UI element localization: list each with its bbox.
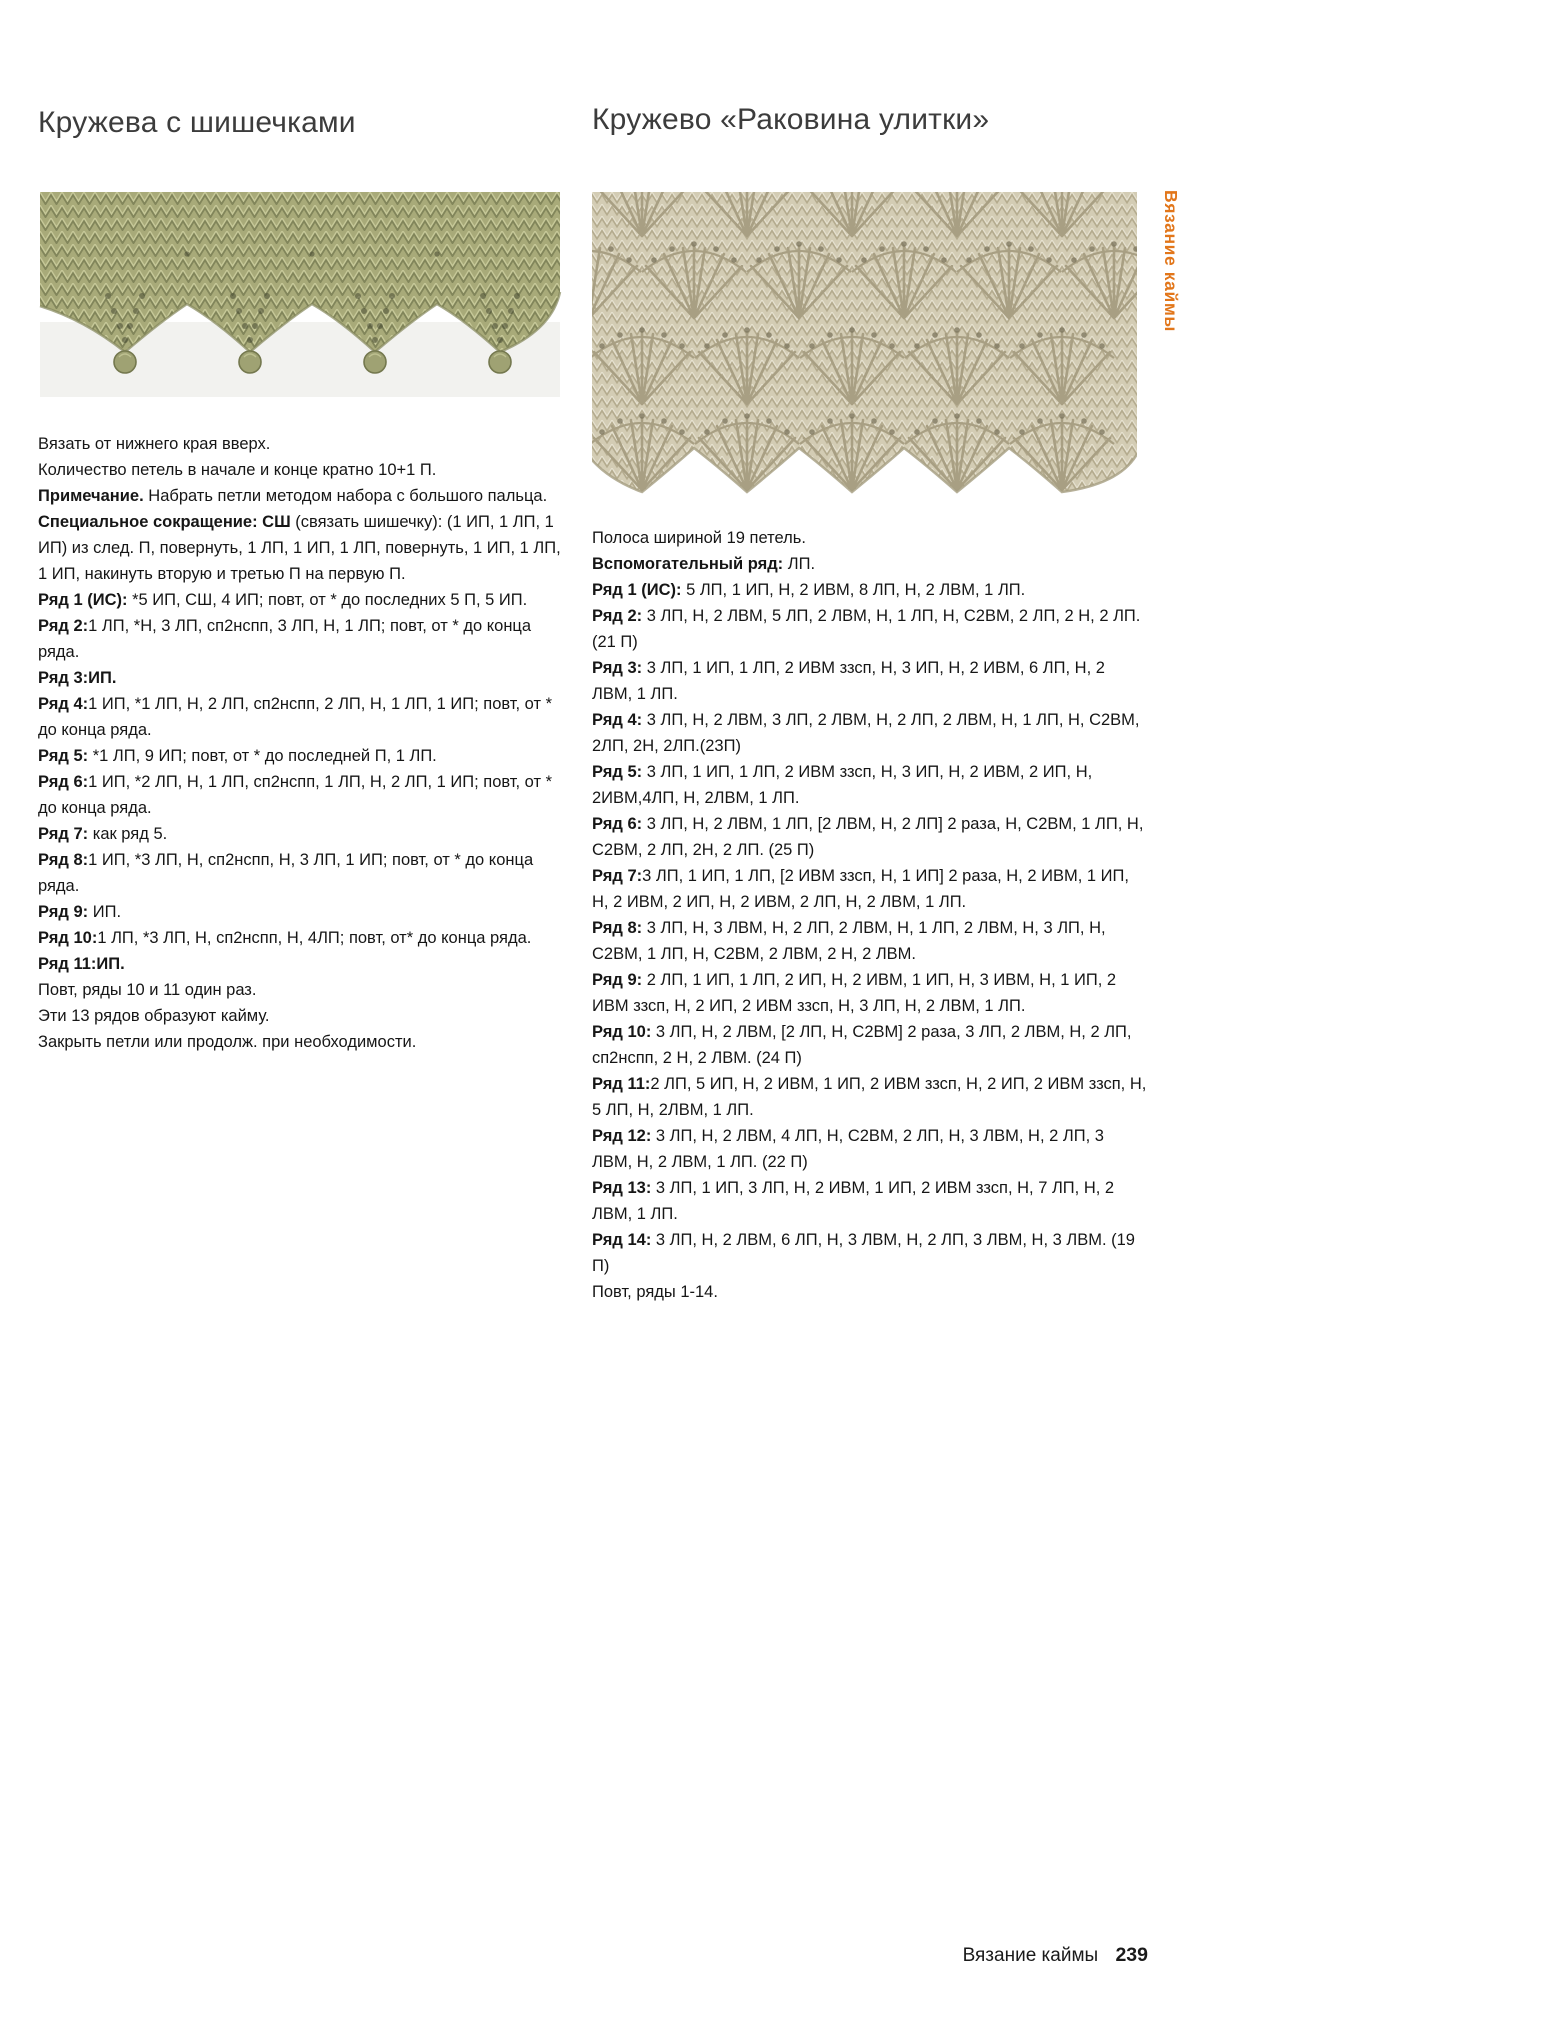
instruction-line: Ряд 1 (ИС): 5 ЛП, 1 ИП, Н, 2 ИВМ, 8 ЛП, Н, 2 ЛВМ, 1 ЛП. [592,581,1026,599]
instruction-line: Повт, ряды 1-14. [592,1283,718,1301]
right-pattern-title: Кружево «Раковина улитки» [592,103,990,136]
instruction-line-label: Ряд 14: [592,1231,652,1249]
instruction-line-label: Ряд 6: [38,773,89,791]
instruction-line: Ряд 5: 3 ЛП, 1 ИП, 1 ЛП, 2 ИВМ ззсп, Н, 3 ИП, Н, 2 ИВМ, 2 ИП, Н, 2ИВМ,4ЛП, Н, 2ЛВМ, 1 ЛП. [592,763,1093,807]
instruction-line-label: Ряд 4: [38,695,89,713]
instruction-line-label: Примечание. [38,487,144,505]
instruction-line: Эти 13 рядов образуют кайму. [38,1007,270,1025]
left-column [38,0,562,1055]
right-column [592,0,1148,1305]
instruction-line-label: Ряд 7: [592,867,643,885]
page-footer [592,1944,1148,1967]
instruction-line-label: Ряд 9: [592,971,643,989]
instruction-line-label: Ряд 1 (ИС): [592,581,682,599]
instruction-line: Примечание. Набрать петли методом набора с большого пальца. [38,487,548,505]
footer-section-label: Вязание каймы [962,1945,1099,1966]
instruction-line: Ряд 4:1 ИП, *1 ЛП, Н, 2 ЛП, сп2нспп, 2 ЛП, Н, 1 ЛП, 1 ИП; повт, от * до конца ряда. [38,695,553,739]
instruction-line-label: Ряд 8: [38,851,89,869]
instruction-line-label: Ряд 3:ИП. [38,669,117,687]
instruction-line-label: Ряд 5: [592,763,643,781]
instruction-line: Ряд 7:3 ЛП, 1 ИП, 1 ЛП, [2 ИВМ ззсп, Н, 1 ИП] 2 раза, Н, 2 ИВМ, 1 ИП, Н, 2 ИВМ, 2 ИП, Н, 2 ИВМ, 2 ЛП, Н, 2 ЛВМ, 1 ЛП. [592,867,1129,911]
instruction-line-label: Ряд 2: [38,617,89,635]
snail-shell-lace-swatch-image [592,192,1137,507]
instruction-line: Ряд 3: 3 ЛП, 1 ИП, 1 ЛП, 2 ИВМ ззсп, Н, 3 ИП, Н, 2 ИВМ, 6 ЛП, Н, 2 ЛВМ, 1 ЛП. [592,659,1105,703]
instruction-line: Ряд 1 (ИС): *5 ИП, СШ, 4 ИП; повт, от * до последних 5 П, 5 ИП. [38,591,528,609]
instruction-line-label: Ряд 13: [592,1179,652,1197]
left-pattern-title: Кружева с шишечками [38,106,356,139]
instruction-line: Ряд 12: 3 ЛП, Н, 2 ЛВМ, 4 ЛП, Н, С2ВМ, 2 ЛП, Н, 3 ЛВМ, Н, 2 ЛП, 3 ЛВМ, Н, 2 ЛВМ, 1 ЛП. (22 П) [592,1127,1104,1171]
instruction-line [38,665,562,691]
instruction-line [38,951,562,977]
instruction-line-label: Ряд 5: [38,747,89,765]
instruction-line: Ряд 10: 3 ЛП, Н, 2 ЛВМ, [2 ЛП, Н, С2ВМ] 2 раза, 3 ЛП, 2 ЛВМ, Н, 2 ЛП, сп2нспп, 2 Н, 2 ЛВМ. (24 П) [592,1023,1132,1067]
instruction-line-label: Ряд 12: [592,1127,652,1145]
instruction-line: Ряд 4: 3 ЛП, Н, 2 ЛВМ, 3 ЛП, 2 ЛВМ, Н, 2 ЛП, 2 ЛВМ, Н, 1 ЛП, Н, С2ВМ, 2ЛП, 2Н, 2ЛП.(23П) [592,711,1140,755]
instruction-line: Ряд 9: 2 ЛП, 1 ИП, 1 ЛП, 2 ИП, Н, 2 ИВМ, 1 ИП, Н, 3 ИВМ, Н, 1 ИП, 2 ИВМ ззсп, Н, 2 ИП, 2 ИВМ ззсп, Н, 3 ЛП, Н, 2 ЛВМ, 1 ЛП. [592,971,1117,1015]
instruction-line-label: Ряд 8: [592,919,643,937]
instruction-line-label: Ряд 11:ИП. [38,955,125,973]
instruction-line-label: Ряд 1 (ИС): [38,591,128,609]
instruction-line: Закрыть петли или продолж. при необходимости. [38,1033,417,1051]
instruction-line: Ряд 8:1 ИП, *3 ЛП, Н, сп2нспп, Н, 3 ЛП, 1 ИП; повт, от * до конца ряда. [38,851,534,895]
instruction-line: Количество петель в начале и конце кратно 10+1 П. [38,461,437,479]
instruction-line: Ряд 5: *1 ЛП, 9 ИП; повт, от * до последней П, 1 ЛП. [38,747,437,765]
right-swatch-photo [592,192,1148,507]
instruction-line-label: Вспомогательный ряд: [592,555,784,573]
instruction-line-label: Ряд 2: [592,607,643,625]
instruction-line: Ряд 8: 3 ЛП, Н, 3 ЛВМ, Н, 2 ЛП, 2 ЛВМ, Н, 1 ЛП, 2 ЛВМ, Н, 3 ЛП, Н, С2ВМ, 1 ЛП, Н, С2ВМ, 2 ЛВМ, 2 Н, 2 ЛВМ. [592,919,1106,963]
instruction-line: Ряд 10:1 ЛП, *3 ЛП, Н, сп2нспп, Н, 4ЛП; повт, от* до конца ряда. [38,929,532,947]
instruction-line: Ряд 2:1 ЛП, *Н, 3 ЛП, сп2нспп, 3 ЛП, Н, 1 ЛП; повт, от * до конца ряда. [38,617,532,661]
instruction-line: Специальное сокращение: СШ (связать шишечку): (1 ИП, 1 ЛП, 1 ИП) из след. П, повернуть, 1 ЛП, 1 ИП, 1 ЛП, повернуть, 1 ИП, 1 ЛП, 1 ИП, накинуть вторую и третью П на первую П. [38,513,561,583]
instruction-line: Повт, ряды 10 и 11 один раз. [38,981,257,999]
instruction-line: Ряд 6:1 ИП, *2 ЛП, Н, 1 ЛП, сп2нспп, 1 ЛП, Н, 2 ЛП, 1 ИП; повт, от * до конца ряда. [38,773,553,817]
instruction-line-label: Ряд 4: [592,711,643,729]
instruction-line: Ряд 14: 3 ЛП, Н, 2 ЛВМ, 6 ЛП, Н, 3 ЛВМ, Н, 2 ЛП, 3 ЛВМ, Н, 3 ЛВМ. (19 П) [592,1231,1135,1275]
instruction-line: Ряд 2: 3 ЛП, Н, 2 ЛВМ, 5 ЛП, 2 ЛВМ, Н, 1 ЛП, Н, С2ВМ, 2 ЛП, 2 Н, 2 ЛП. (21 П) [592,607,1141,651]
instruction-line-label: Ряд 6: [592,815,643,833]
right-instructions [592,525,1148,1305]
instruction-line-label: Ряд 9: [38,903,89,921]
section-side-label: Вязание каймы [1161,190,1181,332]
bobble-lace-swatch-image [38,192,562,397]
instruction-line-label: Ряд 3: [592,659,643,677]
instruction-line: Ряд 7: как ряд 5. [38,825,168,843]
left-swatch-photo [38,192,562,397]
left-instructions [38,431,562,1055]
instruction-line: Ряд 6: 3 ЛП, Н, 2 ЛВМ, 1 ЛП, [2 ЛВМ, Н, 2 ЛП] 2 раза, Н, С2ВМ, 1 ЛП, Н, С2ВМ, 2 ЛП, 2Н, 2 ЛП. (25 П) [592,815,1144,859]
instruction-line: Вспомогательный ряд: ЛП. [592,555,816,573]
instruction-line-label: Ряд 7: [38,825,89,843]
instruction-line-label: Ряд 11: [592,1075,651,1093]
instruction-line-label: Ряд 10: [592,1023,652,1041]
instruction-line-label: Специальное сокращение: СШ [38,513,291,531]
instruction-line: Ряд 9: ИП. [38,903,122,921]
instruction-line: Ряд 11:2 ЛП, 5 ИП, Н, 2 ИВМ, 1 ИП, 2 ИВМ ззсп, Н, 2 ИП, 2 ИВМ ззсп, Н, 5 ЛП, Н, 2ЛВМ, 1 ЛП. [592,1075,1147,1119]
instruction-line-label: Ряд 10: [38,929,98,947]
instruction-line: Вязать от нижнего края вверх. [38,435,271,453]
instruction-line: Ряд 13: 3 ЛП, 1 ИП, 3 ЛП, Н, 2 ИВМ, 1 ИП, 2 ИВМ ззсп, Н, 7 ЛП, Н, 2 ЛВМ, 1 ЛП. [592,1179,1115,1223]
instruction-line: Полоса шириной 19 петель. [592,529,806,547]
footer-page-number: 239 [1115,1944,1148,1966]
